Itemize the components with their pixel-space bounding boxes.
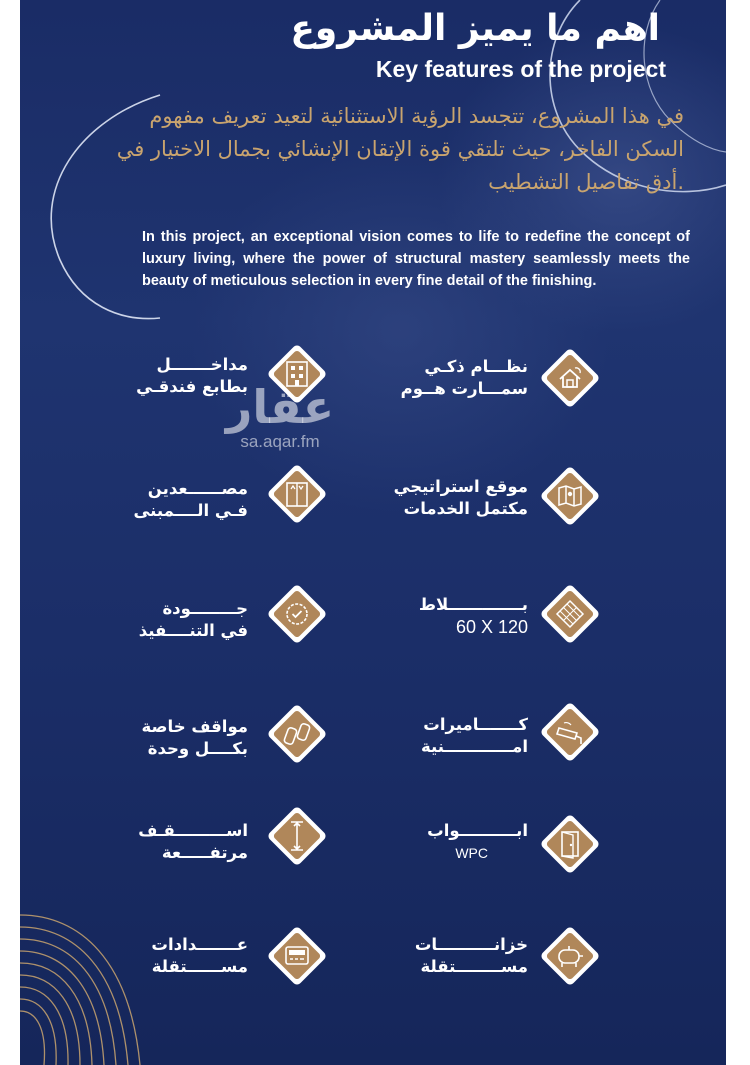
feature-label-line1: بـــــــــــــلاط — [418, 595, 528, 614]
feature-label-line1: مصــــــعدين — [147, 479, 248, 498]
feature-label — [378, 594, 528, 638]
ceiling-height-icon — [267, 806, 327, 866]
feature-label-line1: مواقف خاصة — [141, 717, 248, 736]
feature-label-line2: WPC — [455, 845, 488, 861]
feature-label-line2: بكــــل وحدة — [147, 739, 248, 758]
feature-label-line2: فـي الــــمبنى — [133, 501, 248, 520]
intro-paragraph-arabic — [116, 100, 684, 199]
hotel-entrance-icon — [267, 344, 327, 404]
features-poster — [20, 0, 726, 1065]
feature-label-line1: عـــــــدادات — [151, 935, 248, 954]
feature-label — [378, 820, 528, 864]
intro-ar-line: في هذا المشروع، تتجسد الرؤية الاستثنائية لتعيد تعريف مفهوم — [149, 104, 684, 128]
page-title-english: Key features of the project — [375, 56, 666, 82]
feature-label-line1: مداخـــــــل — [156, 355, 248, 374]
feature-label — [98, 716, 248, 760]
feature-label — [98, 598, 248, 642]
feature-label — [98, 820, 248, 864]
feature-label-line1: خزانــــــــــات — [414, 935, 528, 954]
intro-ar-line: السكن الفاخر، حيث تلتقي قوة الإتقان الإنشائي بجمال الاختيار في — [116, 137, 684, 161]
feature-label — [98, 478, 248, 522]
feature-label — [378, 476, 528, 520]
feature-label-line1: كـــــــاميرات — [423, 715, 528, 734]
door-icon — [540, 814, 600, 874]
tiles-icon — [540, 584, 600, 644]
feature-label-line2: سمـــارت هــوم — [400, 379, 528, 398]
parking-cars-icon — [267, 704, 327, 764]
intro-paragraph-english: In this project, an exceptional vision comes to life to redefine the concept of luxury living, where the power of structural mastery seamlessly meets the beauty of meticulous selection in every fine detail of the finishing. — [142, 229, 690, 289]
feature-label — [98, 354, 248, 398]
map-location-icon — [540, 466, 600, 526]
feature-label-line1: ابــــــــــواب — [427, 821, 528, 840]
feature-label-line2: مســــــــتقلة — [420, 957, 528, 976]
feature-label — [98, 934, 248, 978]
elevator-icon — [267, 464, 327, 524]
feature-label-line2: مســــــتقلة — [151, 957, 248, 976]
feature-label — [378, 934, 528, 978]
meter-icon — [267, 926, 327, 986]
security-camera-icon — [540, 702, 600, 762]
feature-label-line2: مكتمل الخدمات — [403, 499, 528, 518]
feature-label-line1: موقع استراتيجي — [393, 477, 528, 496]
intro-ar-line: .أدق تفاصيل التشطيب — [488, 170, 684, 194]
page-title-arabic: اهم ما يميز المشروع — [290, 8, 660, 49]
feature-label-line2: امــــــــــــنية — [420, 737, 528, 756]
feature-label-line1: اســـــــــقـف — [138, 821, 248, 840]
feature-label-line2: بطابع فندقـي — [136, 377, 248, 396]
feature-label — [378, 714, 528, 758]
feature-label-line2: في التنــــفيذ — [138, 621, 248, 640]
watermark-url: sa.aqar.fm — [240, 432, 320, 451]
feature-label-line1: نظـــام ذكـي — [424, 357, 528, 376]
feature-label-line2: 60 X 120 — [455, 617, 528, 637]
feature-label-line1: جــــــــودة — [162, 599, 248, 618]
quality-badge-icon — [267, 584, 327, 644]
feature-label — [378, 356, 528, 400]
watermark-logo-text: عقار — [225, 380, 335, 434]
smart-home-icon — [540, 348, 600, 408]
water-tank-icon — [540, 926, 600, 986]
feature-label-line2: مرتفـــــعة — [161, 843, 248, 862]
